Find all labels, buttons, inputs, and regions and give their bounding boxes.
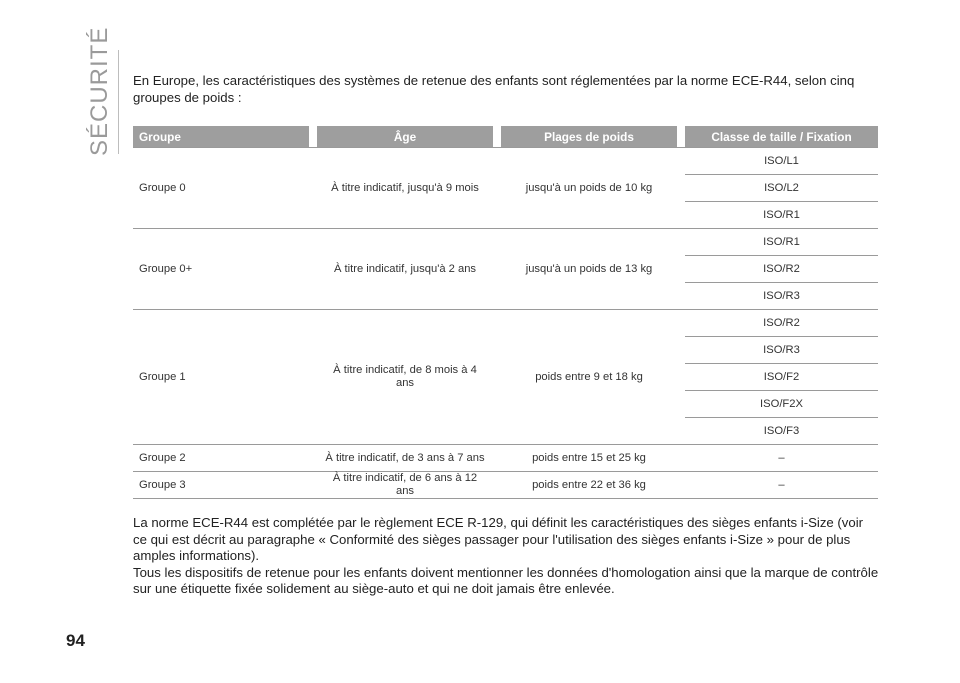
outro-paragraph-2: Tous les dispositifs de retenue pour les enfants doivent mentionner les données d'homologation ainsi que la marque de contrôle sur une étiquette fixée solidement au siège-auto et qui ne doit jamais être enlevée. (133, 564, 879, 596)
cell-class: ISO/R2 (685, 255, 878, 282)
cell-age: À titre indicatif, de 6 ans à 12 ans (317, 471, 493, 499)
table-body (133, 147, 878, 499)
section-title: SÉCURITÉ (86, 26, 113, 156)
cell-age: À titre indicatif, de 8 mois à 4 ans (317, 309, 493, 444)
cell-weight: poids entre 22 et 36 kg (501, 471, 677, 499)
table-row (133, 147, 878, 174)
cell-group: Groupe 1 (133, 309, 309, 444)
cell-class: ISO/R1 (685, 201, 878, 228)
header-weight: Plages de poids (501, 126, 677, 147)
cell-class: ISO/F2 (685, 363, 878, 390)
header-group: Groupe (133, 126, 309, 147)
table-row (133, 471, 878, 499)
table-row (133, 309, 878, 336)
cell-class: ISO/R2 (685, 309, 878, 336)
header-class: Classe de taille / Fixation (685, 126, 878, 147)
outro-paragraph-1: La norme ECE-R44 est complétée par le règlement ECE R-129, qui définit les caractéristiques des sièges enfants i-Size (voir ce qui est décrit au paragraphe « Conformité des sièges passager pour l'utilisation des sièges enfants i-Size » pour de plus amples informations). (133, 515, 864, 563)
cell-weight: poids entre 9 et 18 kg (501, 309, 677, 444)
cell-group: Groupe 0 (133, 147, 309, 228)
weight-groups-table (133, 126, 878, 499)
section-sidebar (86, 26, 116, 158)
cell-class: ISO/L2 (685, 174, 878, 201)
cell-age: À titre indicatif, jusqu'à 9 mois (317, 147, 493, 228)
cell-weight: jusqu'à un poids de 10 kg (501, 147, 677, 228)
header-age: Âge (317, 126, 493, 147)
section-divider (118, 50, 119, 154)
table-header-row (133, 126, 878, 147)
cell-class: – (685, 444, 878, 471)
cell-class: ISO/R3 (685, 282, 878, 309)
cell-group: Groupe 0+ (133, 228, 309, 309)
cell-weight: poids entre 15 et 25 kg (501, 444, 677, 471)
outro-text (133, 515, 880, 598)
cell-class: – (685, 471, 878, 499)
page-number: 94 (66, 631, 85, 650)
cell-age: À titre indicatif, de 3 ans à 7 ans (317, 444, 493, 471)
table-row (133, 444, 878, 471)
cell-class: ISO/R1 (685, 228, 878, 255)
cell-group: Groupe 3 (133, 471, 309, 499)
table-row (133, 228, 878, 255)
cell-class: ISO/F2X (685, 390, 878, 417)
cell-group: Groupe 2 (133, 444, 309, 471)
cell-age: À titre indicatif, jusqu'à 2 ans (317, 228, 493, 309)
cell-class: ISO/F3 (685, 417, 878, 444)
cell-weight: jusqu'à un poids de 13 kg (501, 228, 677, 309)
cell-class: ISO/L1 (685, 147, 878, 174)
intro-paragraph: En Europe, les caractéristiques des systèmes de retenue des enfants sont réglementées par la norme ECE-R44, selon cinq groupes de poids : (133, 73, 855, 105)
cell-class: ISO/R3 (685, 336, 878, 363)
